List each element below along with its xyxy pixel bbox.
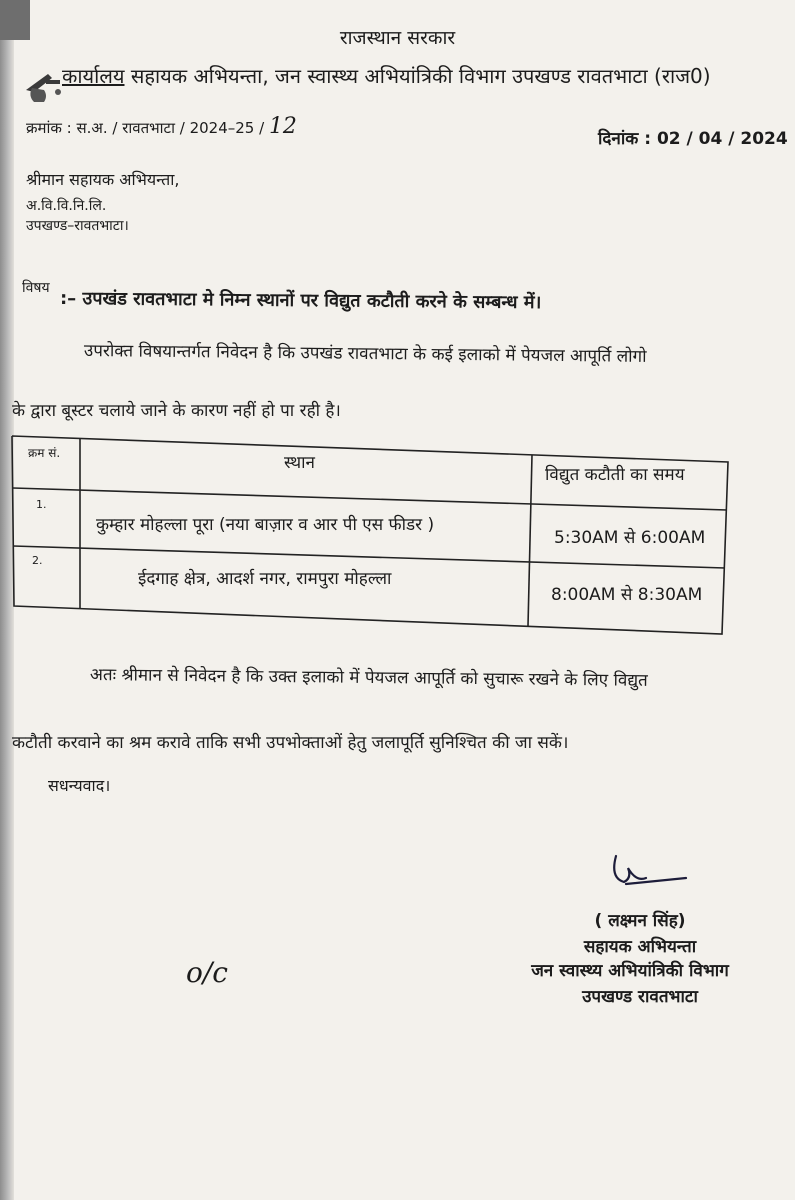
office-name: सहायक अभियन्ता, जन स्वास्थ्य अभियांत्रिकी विभाग उपखण्ड रावतभाटा (राज0) (130, 64, 711, 88)
signatory-department: जन स्वास्थ्य अभियांत्रिकी विभाग (531, 961, 729, 981)
handwritten-annotation: o/c (186, 956, 228, 989)
subject-label: विषय (22, 280, 50, 296)
table-row-2-serial: 2. (32, 554, 43, 567)
body-paragraph-2-line-2: कटौती करवाने का श्रम करावे ताकि सभी उपभोक्ताओं हेतु जलापूर्ति सुनिश्चित की जा सकें। (12, 733, 569, 753)
signatory-designation: सहायक अभियन्ता (583, 937, 697, 957)
signatory-location: उपखण्ड रावतभाटा (582, 987, 698, 1007)
signatory-name: ( लक्ष्मन सिंह) (594, 911, 686, 931)
body-paragraph-1-line-2: के द्वारा बूस्टर चलाये जाने के कारण नहीं हो पा रही है। (12, 401, 341, 421)
office-heading (62, 62, 711, 89)
recipient-line-2: अ.वि.वि.नि.लि. (26, 198, 107, 214)
signature-mark-icon (606, 848, 696, 898)
table-row-1-time: 5:30AM से 6:00AM (554, 528, 706, 548)
water-tap-logo-icon (22, 66, 66, 106)
reference-handwritten: 12 (268, 114, 297, 139)
table-row-2-time: 8:00AM से 8:30AM (551, 585, 703, 605)
table-header-time: विद्युत कटौती का समय (545, 465, 685, 485)
recipient-line-3: उपखण्ड–रावतभाटा। (26, 218, 129, 234)
table-row-1-serial: 1. (36, 498, 47, 511)
letter-date: दिनांक : 02 / 04 / 2024 (598, 129, 788, 149)
office-prefix: कार्यालय (62, 64, 125, 88)
government-heading: राजस्थान सरकार (339, 27, 456, 49)
table-row-1-place: कुम्हार मोहल्ला पूरा (नया बाज़ार व आर पी एस फीडर ) (96, 515, 435, 535)
recipient-line-1: श्रीमान सहायक अभियन्ता, (26, 170, 180, 189)
subject-text: :– उपखंड रावतभाटा मे निम्न स्थानों पर विद्युत कटौती करने के सम्बन्ध में। (59, 288, 542, 314)
reference-number (26, 114, 297, 139)
body-paragraph-1-line-1: उपरोक्त विषयान्तर्गत निवेदन है कि उपखंड रावतभाटा के कई इलाको में पेयजल आपूर्ति लोगो (83, 341, 647, 367)
table-header-place: स्थान (284, 453, 315, 473)
table-row-2-place: ईदगाह क्षेत्र, आदर्श नगर, रामपुरा मोहल्ला (138, 569, 392, 589)
reference-text: क्रमांक : स.अ. / रावतभाटा / 2024–25 / (26, 119, 269, 137)
body-paragraph-2-line-1: अतः श्रीमान से निवेदन है कि उक्त इलाको में पेयजल आपूर्ति को सुचारू रखने के लिए विद्युत (89, 665, 648, 691)
table-header-serial: क्रम सं. (28, 446, 61, 460)
closing-thanks: सधन्यवाद। (48, 776, 111, 795)
